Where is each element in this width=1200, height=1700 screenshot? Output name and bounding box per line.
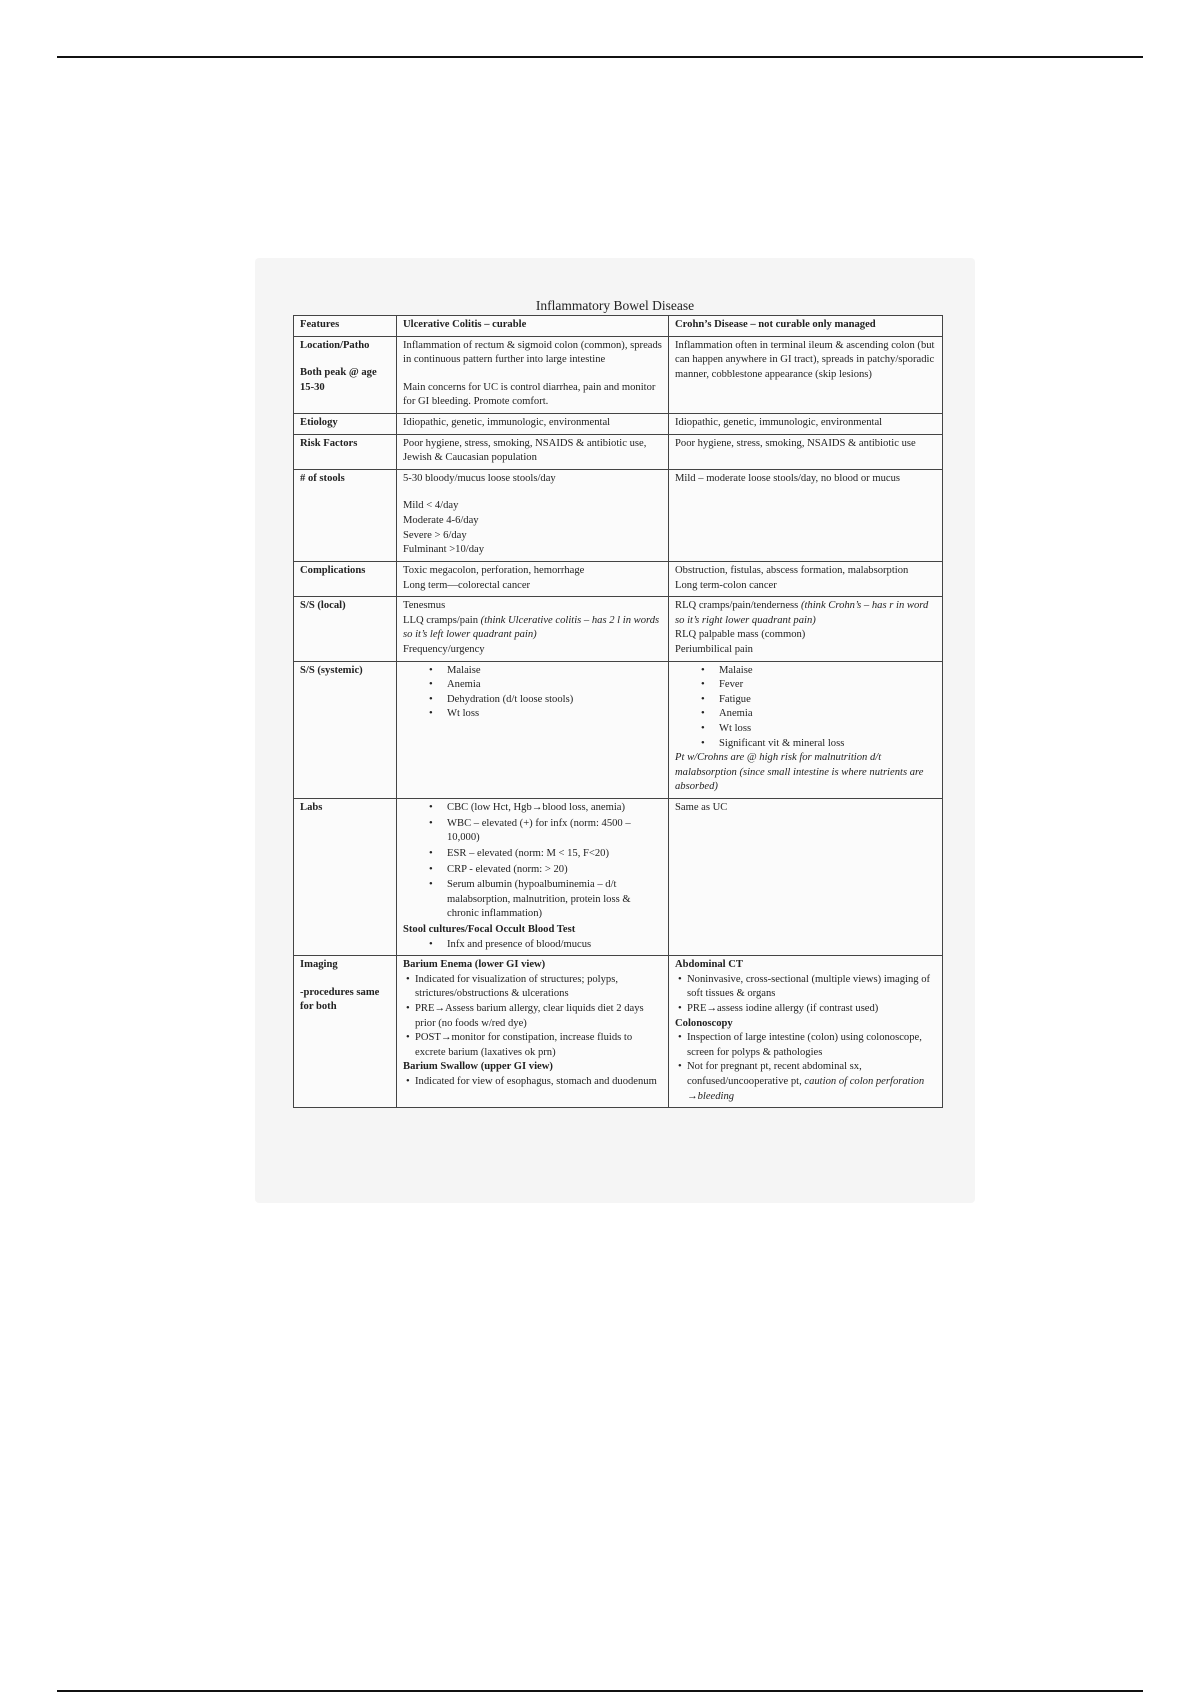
location-peak-note: Both peak @ age 15-30 [300,367,377,393]
stool-level-mild: Mild < 4/day [403,500,459,512]
list-item: • Noninvasive, cross-sectional (multiple views) imaging of soft tissues & organs [687,973,936,1002]
list-item: • Indicated for visualization of structures; polyps, strictures/obstructions & ulcerations [415,973,662,1002]
abdominal-ct-list [675,973,936,1017]
list-item: • Fever [719,678,936,693]
stool-cultures-heading: Stool cultures/Focal Occult Blood Test [403,923,576,935]
uc-ss-local-2: LLQ cramps/pain (think Ulcerative colitis – has 2 l in words so it’s left lower quadrant pain) [403,614,660,641]
uc-imaging-cell [397,956,669,1108]
list-item: • Anemia [447,678,662,693]
crohns-stools: Mild – moderate loose stools/day, no blood or mucus [669,469,943,561]
crohns-ss-local-cell [669,597,943,661]
list-item: • WBC – elevated (+) for infx (norm: 4500 – 10,000) [447,817,662,846]
bottom-rule [57,1690,1143,1692]
list-item: • Inspection of large intestine (colon) using colonoscope, screen for polyps & pathologies [687,1031,936,1060]
crohns-rlq-mnemonic: (think Crohn’s – has r in word so it’s right lower quadrant pain) [675,600,929,626]
table-row-imaging [294,956,943,1108]
table-row-risk [294,434,943,469]
risk-label: Risk Factors [294,434,397,469]
uc-risk: Poor hygiene, stress, smoking, NSAIDS & antibiotic use, Jewish & Caucasian population [397,434,669,469]
list-item: • CBC (low Hct, Hgb→blood loss, anemia) [447,801,662,816]
etiology-label: Etiology [294,414,397,435]
stool-level-moderate: Moderate 4-6/day [403,515,479,527]
stool-cultures-list [403,938,662,953]
crohns-systemic-list [675,664,936,752]
list-item: • PRE→Assess barium allergy, clear liquids diet 2 days prior (no foods w/red dye) [415,1002,662,1031]
crohns-labs: Same as UC [669,799,943,956]
colonoscopy-list [675,1031,936,1104]
uc-labs-cell [397,799,669,956]
imaging-procedures-note: -procedures same for both [300,986,380,1013]
uc-labs-list [403,801,662,922]
ss-systemic-label: S/S (systemic) [294,661,397,798]
uc-complications-1: Toxic megacolon, perforation, hemorrhage [403,564,585,576]
header-features: Features [294,316,397,337]
row-label-imaging [294,956,397,1108]
crohns-complications-cell [669,561,943,596]
barium-swallow-heading: Barium Swallow (upper GI view) [403,1061,553,1073]
uc-location-text: Inflammation of rectum & sigmoid colon (common), spreads in continuous pattern further into large intestine [403,339,662,366]
list-item: • ESR – elevated (norm: M < 15, F<20) [447,847,662,862]
crohns-ss-local-2: RLQ palpable mass (common) [675,629,806,641]
list-item: • Indicated for view of esophagus, stomach and duodenum [415,1075,662,1090]
row-label-location [294,336,397,413]
list-item: • Serum albumin (hypoalbuminemia – d/t malabsorption, malnutrition, protein loss & chronic inflammation) [447,878,662,922]
header-crohns: Crohn’s Disease – not curable only managed [669,316,943,337]
uc-llq-mnemonic: (think Ulcerative colitis – has 2 l in words so it’s left lower quadrant pain) [403,614,660,641]
list-item: • POST→monitor for constipation, increase fluids to excrete barium (laxatives ok prn) [415,1031,662,1060]
uc-stools-main: 5-30 bloody/mucus loose stools/day [403,472,556,484]
table-row-stools [294,469,943,561]
table-row-ss-local [294,597,943,661]
list-item: • Infx and presence of blood/mucus [447,938,662,953]
table-row-etiology [294,414,943,435]
list-item: • Fatigue [719,693,936,708]
list-item: • Not for pregnant pt, recent abdominal sx, confused/uncooperative pt, caution of colon perforation →bleeding [687,1060,936,1104]
crohns-ss-local-3: Periumbilical pain [675,643,753,655]
uc-ss-local-cell [397,597,669,661]
uc-complications-cell [397,561,669,596]
stools-label: # of stools [294,469,397,561]
crohns-complications-1: Obstruction, fistulas, abscess formation, malabsorption [675,564,909,576]
list-item: • CRP - elevated (norm: > 20) [447,863,662,878]
list-item: • Wt loss [447,707,662,722]
ss-local-label: S/S (local) [294,597,397,661]
labs-label: Labs [294,799,397,956]
crohns-malnutrition-note: Pt w/Crohns are @ high risk for malnutrition d/t malabsorption (since small intestine is where nutrients are absorbed) [675,752,924,793]
stool-level-fulminant: Fulminant >10/day [403,544,485,556]
top-rule [57,56,1143,58]
crohns-etiology: Idiopathic, genetic, immunologic, environmental [669,414,943,435]
crohns-complications-2: Long term-colon cancer [675,579,777,591]
header-ulcerative-colitis: Ulcerative Colitis – curable [397,316,669,337]
uc-main-concerns: Main concerns for UC is control diarrhea, pain and monitor for GI bleeding. Promote comfort. [403,381,656,408]
uc-location-cell [397,336,669,413]
crohns-ss-systemic-cell [669,661,943,798]
crohns-ss-local-1: RLQ cramps/pain/tenderness (think Crohn’s – has r in word so it’s right lower quadrant pain) [675,600,929,626]
list-item: • PRE→assess iodine allergy (if contrast used) [687,1002,936,1017]
list-item: • Dehydration (d/t loose stools) [447,693,662,708]
abdominal-ct-heading: Abdominal CT [675,959,743,971]
crohns-location-text: Inflammation often in terminal ileum & ascending colon (but can happen anywhere in GI tract), spreads in patchy/sporadic manner, cobblestone appearance (skip lesions) [669,336,943,413]
crohns-imaging-cell [669,956,943,1108]
colon-perforation-caution: caution of colon perforation →bleeding [687,1076,925,1102]
location-label: Location/Patho [300,339,370,351]
list-item: • Wt loss [719,722,936,737]
ibd-comparison-table [293,315,943,1108]
uc-ss-systemic-cell [397,661,669,798]
crohns-risk: Poor hygiene, stress, smoking, NSAIDS & antibiotic use [669,434,943,469]
list-item: • Malaise [447,664,662,679]
document-title: Inflammatory Bowel Disease [535,298,695,313]
uc-systemic-list [403,664,662,722]
table-row-labs [294,799,943,956]
complications-label: Complications [294,561,397,596]
table-header-row [294,316,943,337]
list-item: • Significant vit & mineral loss [719,737,936,752]
list-item: • Malaise [719,664,936,679]
table-row-location [294,336,943,413]
uc-etiology: Idiopathic, genetic, immunologic, environmental [397,414,669,435]
table-row-complications [294,561,943,596]
table-row-ss-systemic [294,661,943,798]
barium-swallow-list [403,1075,662,1090]
stool-level-severe: Severe > 6/day [403,529,467,541]
uc-ss-local-3: Frequency/urgency [403,643,485,655]
colonoscopy-heading: Colonoscopy [675,1017,733,1029]
imaging-label: Imaging [300,959,338,971]
list-item: • Anemia [719,707,936,722]
uc-ss-local-1: Tenesmus [403,600,446,612]
barium-enema-heading: Barium Enema (lower GI view) [403,959,546,971]
uc-complications-2: Long term—colorectal cancer [403,579,531,591]
barium-enema-list [403,973,662,1061]
uc-stools-cell [397,469,669,561]
